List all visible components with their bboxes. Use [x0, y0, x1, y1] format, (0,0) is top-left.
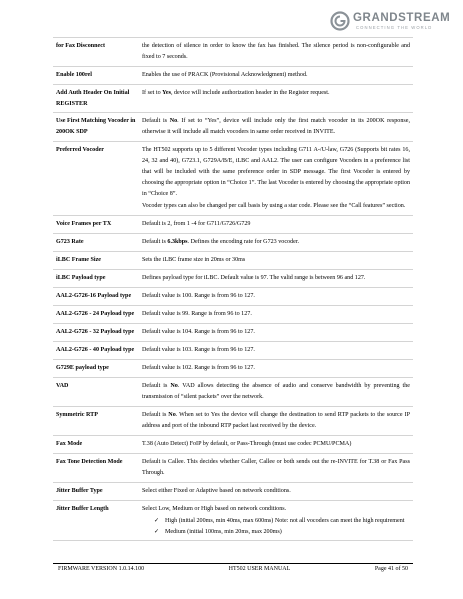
description-paragraph: T.38 (Auto Detect) FoIP by default, or Pass-Through (must use codec PCMU/PCMA) [142, 441, 352, 447]
setting-name: Symmetric RTP [56, 412, 98, 418]
description-paragraph [142, 381, 410, 403]
description-paragraph [142, 116, 410, 138]
setting-name: AAL2-G726 - 32 Payload type [56, 329, 135, 335]
description-paragraph: Default value is 99. Range is from 96 to 127. [142, 311, 252, 317]
description-paragraph: Default value is 104. Range is from 96 to 127. [142, 329, 255, 335]
setting-name: Add Auth Header On Initial REGISTER [56, 90, 130, 107]
setting-description [139, 38, 413, 66]
setting-description [139, 142, 413, 215]
page-footer [58, 566, 408, 576]
table-row [53, 233, 413, 251]
footer-page-number: Page 41 of 50 [374, 566, 408, 572]
setting-name: iLBC Payload type [56, 275, 106, 281]
bullet-text: High (initial 200ms, min 40ms, max 600ms) Note: not all vocoders can meet the high requirement [165, 518, 405, 524]
setting-description [139, 85, 413, 112]
table-row [53, 66, 413, 84]
table-row [53, 251, 413, 269]
setting-description [139, 113, 413, 141]
setting-description [139, 360, 413, 377]
table-row [53, 84, 413, 112]
setting-description [139, 483, 413, 500]
description-paragraph [142, 237, 410, 248]
table-row [53, 435, 413, 453]
setting-description [139, 378, 413, 406]
setting-name: iLBC Frame Size [56, 257, 102, 263]
description-paragraph: Default is Callee. This decides whether Caller, Callee or both sends out the re-INVITE for T.38 or Fax Pass Through. [142, 459, 410, 476]
table-row [53, 482, 413, 500]
table-row [53, 112, 413, 141]
description-text: Default is [142, 118, 170, 124]
description-text: . If set to “Yes”, device will include only the first match vocoder in its 200OK response, otherwise it will include all match vocoders in same order received in INVITE. [142, 118, 410, 135]
description-paragraph: The HT502 supports up to 5 different Vocoder types including G711 A-/U-law, G726 (Supports bit rates 16, 24, 32 and 40), G723.1, G729A/B/E, iLBC and AAL2. The user can configure Vocoders in a preference list that will be included with the same preference order in SDP message. The first Vocoder is entered by choosing the appropriate option in “Choice 1”. The last Vocoder is entered by choosing the appropriate option in “Choice 8”. [142, 147, 410, 197]
description-paragraph: Defines payload type for iLBC. Default value is 97. The valid range is between 96 and 127. [142, 275, 366, 281]
setting-description [139, 252, 413, 269]
description-paragraph [142, 410, 410, 432]
footer-divider [53, 563, 413, 564]
grandstream-logo-icon [330, 11, 350, 31]
footer-firmware-version: FIRMWARE VERSION 1.0.14.100 [58, 566, 145, 572]
description-paragraph: Default value is 100. Range is from 96 to 127. [142, 293, 255, 299]
setting-name: G729E payload type [56, 365, 109, 371]
description-emphasis: No [168, 412, 176, 418]
table-row [53, 287, 413, 305]
checkmark-icon: ✓ [154, 518, 160, 524]
setting-description [139, 234, 413, 251]
setting-name: Fax Tone Detection Mode [56, 459, 123, 465]
table-row [53, 141, 413, 215]
bullet-text: Medium (initial 100ms, min 20ms, max 200ms) [165, 529, 282, 535]
description-paragraph: Select Low, Medium or High based on network conditions. [142, 506, 287, 512]
setting-description [139, 288, 413, 305]
setting-description [139, 436, 413, 453]
description-bullet-list [142, 516, 410, 538]
description-text: . VAD allows detecting the absence of audio and conserve bandwidth by preventing the transmission of “silent packets” over the network. [142, 383, 410, 400]
description-paragraph: Default is 2, from 1 -4 for G711/G726/G729 [142, 221, 251, 227]
setting-name: Enable 100rel [56, 72, 92, 78]
setting-name: AAL2-G726 - 24 Payload type [56, 311, 135, 317]
settings-table [53, 37, 413, 541]
table-row [53, 406, 413, 435]
description-emphasis: Yes [162, 90, 171, 96]
description-emphasis: No [170, 383, 178, 389]
setting-description [139, 342, 413, 359]
brand-tagline: CONNECTING THE WORLD [356, 25, 433, 30]
description-paragraph: Select either Fixed or Adaptive based on network conditions. [142, 488, 291, 494]
setting-description [139, 324, 413, 341]
description-text: . Defines the encoding rate for G723 vocoder. [187, 239, 300, 245]
setting-name: Jitter Buffer Length [56, 506, 109, 512]
description-emphasis: No [169, 118, 178, 124]
setting-name: Fax Mode [56, 441, 83, 447]
setting-name: VAD [56, 383, 69, 389]
description-paragraph: the detection of silence in order to know the fax has finished. The silence period is non-configurable and fixed to 7 seconds. [142, 43, 410, 60]
description-text: Default is [142, 239, 168, 245]
description-text: If set to [142, 90, 163, 96]
setting-description [139, 501, 413, 540]
footer-manual-title: HT502 USER MANUAL [228, 566, 291, 572]
table-row [53, 341, 413, 359]
setting-name: Voice Frames per TX [56, 221, 112, 227]
bullet-item [154, 527, 410, 538]
description-text: Default is [142, 412, 169, 418]
table-row [53, 269, 413, 287]
setting-description [139, 306, 413, 323]
description-emphasis: 6.3kbps [167, 239, 188, 245]
setting-description [139, 216, 413, 233]
description-paragraph: Sets the iLBC frame size in 20ms or 30ms [142, 257, 246, 263]
bullet-item [154, 516, 410, 527]
setting-name: AAL2-G726-16 Payload type [56, 293, 132, 299]
setting-description [139, 454, 413, 482]
setting-description [139, 67, 413, 84]
table-row [53, 500, 413, 541]
table-row [53, 37, 413, 66]
table-row [53, 377, 413, 406]
setting-name: Jitter Buffer Type [56, 488, 103, 494]
grandstream-logo [330, 9, 454, 33]
description-text: Default is [142, 383, 171, 389]
brand-name: GRANDSTREAM [353, 12, 451, 24]
setting-name: for Fax Disconnect [56, 43, 105, 49]
table-row [53, 453, 413, 482]
table-row [53, 215, 413, 233]
description-paragraph [142, 88, 410, 99]
setting-name: Preferred Vocoder [56, 147, 104, 153]
setting-description [139, 407, 413, 435]
table-row [53, 359, 413, 377]
checkmark-icon: ✓ [154, 529, 160, 535]
table-row [53, 323, 413, 341]
description-text: , device will include authorization header in the Register request. [170, 90, 330, 96]
description-paragraph: Enables the use of PRACK (Provisional Acknowledgment) method. [142, 72, 308, 78]
setting-name: AAL2-G726 - 40 Payload type [56, 347, 135, 353]
setting-name: Use First Matching Vocoder in 200OK SDP [56, 118, 136, 135]
description-paragraph: Vocoder types can also be changed per call basis by using a star code. Please see the “Call features” section. [142, 203, 406, 209]
setting-description [139, 270, 413, 287]
setting-name: G723 Rate [56, 239, 84, 245]
description-paragraph: Default value is 102. Range is from 96 to 127. [142, 365, 255, 371]
description-paragraph: Default value is 103. Range is from 96 to 127. [142, 347, 255, 353]
table-row [53, 305, 413, 323]
description-text: . When set to Yes the device will change the destination to send RTP packets to the source IP address and port of the inbound RTP packet last received by the device. [142, 412, 410, 429]
